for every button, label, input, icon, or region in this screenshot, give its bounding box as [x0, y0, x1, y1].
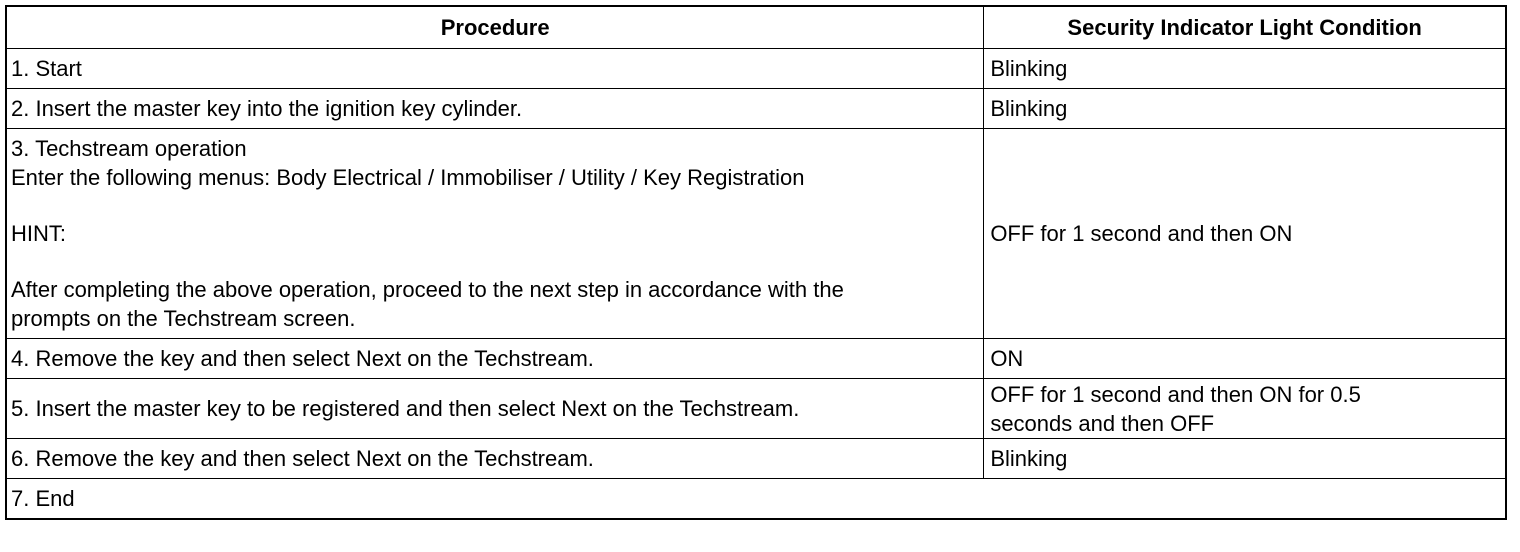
table-row: [6, 479, 1506, 519]
condition-cell: Blinking: [984, 89, 1506, 129]
table-row: [6, 129, 1506, 339]
condition-cell: Blinking: [984, 49, 1506, 89]
table-row: [6, 339, 1506, 379]
procedure-line: After completing the above operation, proceed to the next step in accordance with the: [11, 277, 844, 302]
table-row: [6, 89, 1506, 129]
procedure-line: 3. Techstream operation: [11, 136, 247, 161]
condition-line: seconds and then OFF: [990, 410, 1215, 436]
hint-label: HINT:: [11, 221, 66, 246]
procedure-line: prompts on the Techstream screen.: [11, 306, 356, 331]
condition-cell: Blinking: [984, 439, 1506, 479]
procedure-line: Enter the following menus: Body Electrical / Immobiliser / Utility / Key Registration: [11, 165, 805, 190]
condition-cell: [984, 379, 1506, 439]
table-header-row: [6, 6, 1506, 49]
key-registration-table: [5, 5, 1507, 520]
procedure-cell: 1. Start: [6, 49, 984, 89]
procedure-cell: 4. Remove the key and then select Next on the Techstream.: [6, 339, 984, 379]
table-row: [6, 379, 1506, 439]
procedure-cell: [6, 129, 984, 339]
procedure-cell: 6. Remove the key and then select Next on the Techstream.: [6, 439, 984, 479]
procedure-cell-end: 7. End: [6, 479, 1506, 519]
table-row: [6, 439, 1506, 479]
condition-header: Security Indicator Light Condition: [984, 6, 1506, 49]
condition-cell: ON: [984, 339, 1506, 379]
condition-cell: OFF for 1 second and then ON: [984, 129, 1506, 339]
table-row: [6, 49, 1506, 89]
procedure-cell: 5. Insert the master key to be registered and then select Next on the Techstream.: [6, 379, 984, 439]
procedure-header: Procedure: [6, 6, 984, 49]
procedure-cell: 2. Insert the master key into the ignition key cylinder.: [6, 89, 984, 129]
condition-line: OFF for 1 second and then ON for 0.5: [990, 381, 1361, 407]
